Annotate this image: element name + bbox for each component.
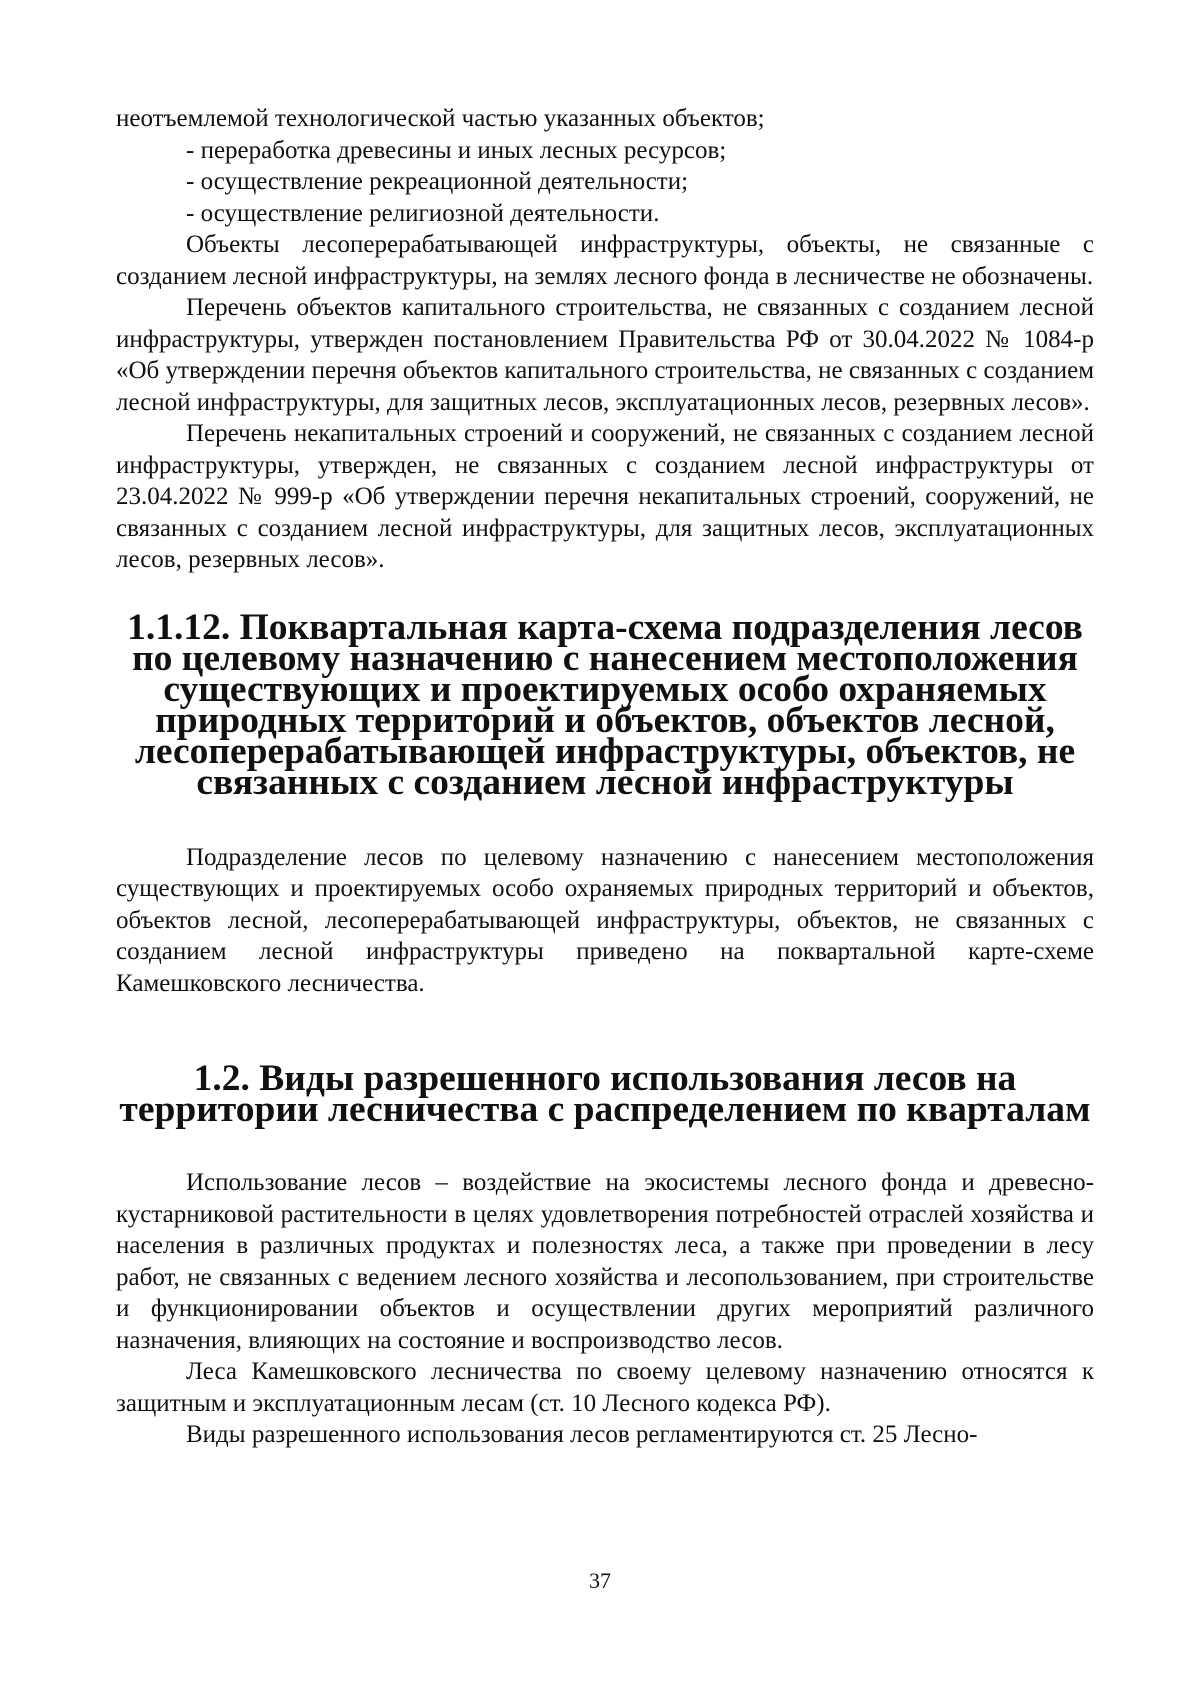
text-paragraph: Перечень объектов капитального строительства, не связанных с созданием лесной инфраструктуры, утвержден постановлением Правительства РФ от 30.04.2022 № 1084-р «Об утверждении перечня объектов капитального строительства, не связанных с созданием лесной инфраструктуры, для защитных лесов, эксплуатационных лесов, резервных лесов». <box>116 294 1095 416</box>
text-paragraph: Леса Камешковского лесничества по своему целевому назначению относятся к защитным и эксплуатационным лесам (ст. 10 Лесного кодекса РФ). <box>116 1358 1094 1417</box>
text-paragraph: Виды разрешенного использования лесов регламентируются ст. 25 Лесно- <box>186 1421 978 1448</box>
list-item: - переработка древесины и иных лесных ресурсов; <box>186 136 727 164</box>
text-paragraph: Использование лесов – воздействие на экосистемы лесного фонда и древесно-кустарниковой растительности в целях удовлетворения потребностей отраслей хозяйства и населения в различных продуктах и полезностях леса, а также при проведении в лесу работ, не связанных с ведением лесного хозяйства и лесопользованием, при строительстве и функционировании объектов и осуществлении других мероприятий различного назначения, влияющих на состояние и воспроизводство лесов. <box>116 1169 1094 1354</box>
list-item: - осуществление рекреационной деятельности; <box>186 168 689 195</box>
text-paragraph: Подразделение лесов по целевому назначению с нанесением местоположения существующих и проектируемых особо охраняемых природных территорий и объектов, объектов лесной, лесоперерабатывающей инфраструктуры, объектов, не связанных с созданием лесной инфраструктуры приведено на поквартальной карте-схеме Камешковского лесничества. <box>116 843 1094 997</box>
page-number: 37 <box>589 1568 611 1593</box>
text-paragraph: неотъемлемой технологической частью указанных объектов; <box>116 105 765 132</box>
page-content <box>116 103 1094 1451</box>
section-heading-1-2: 1.2. Виды разрешенного использования лесов на территории лесничества с распределением по кварталам <box>119 1058 1091 1130</box>
text-paragraph: Объекты лесоперерабатывающей инфраструктуры, объекты, не связанные с созданием лесной инфраструктуры, на землях лесного фонда в лесничестве не обозначены. <box>116 231 1094 290</box>
section-heading-1-1-12: 1.1.12. Поквартальная карта-схема подразделения лесов по целевому назначению с нанесением местоположения существующих и проектируемых особо охраняемых природных территорий и объектов, объектов лесной, лесоперерабатывающей инфраструктуры, объектов, не связанных с созданием лесной инфраструктуры <box>127 606 1083 803</box>
list-item: - осуществление религиозной деятельности. <box>186 199 660 227</box>
text-paragraph: Перечень некапитальных строений и сооружений, не связанных с созданием лесной инфраструктуры, утвержден, не связанных с созданием лесной инфраструктуры от 23.04.2022 № 999-р «Об утверждении перечня некапитальных строений, сооружений, не связанных с созданием лесной инфраструктуры, для защитных лесов, эксплуатационных лесов, резервных лесов». <box>116 420 1094 573</box>
